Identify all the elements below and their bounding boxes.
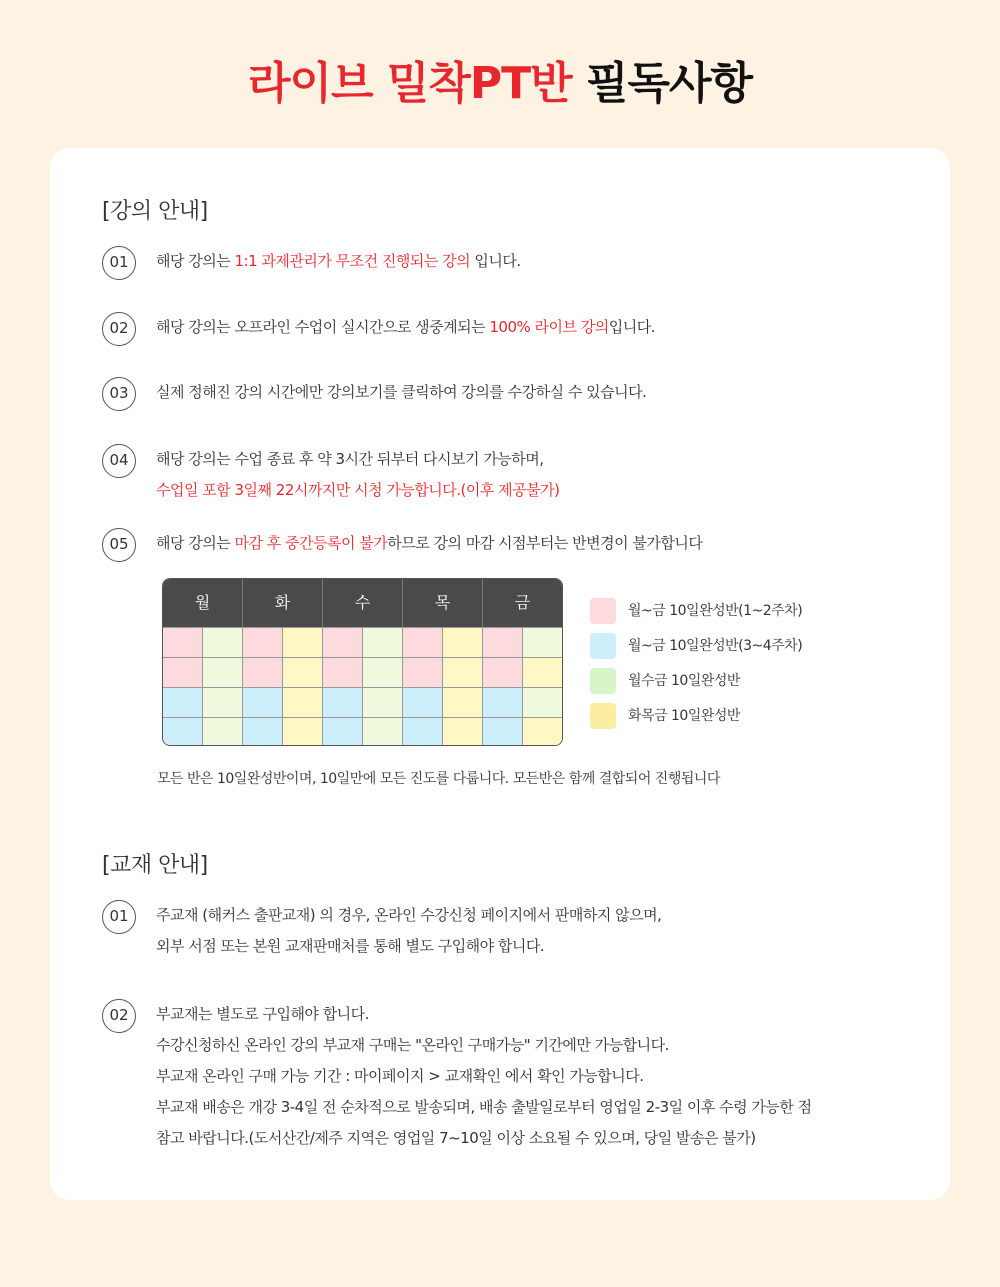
highlight-text: 마감 후 중간등록이 불가 [234, 534, 388, 552]
schedule-cell-green [203, 628, 243, 657]
legend-swatch [590, 633, 616, 659]
legend-item [590, 633, 850, 659]
schedule-row [163, 657, 562, 687]
schedule-cell-yellow [443, 688, 483, 717]
schedule-cell-green [203, 658, 243, 687]
item-text: 해당 강의는 1:1 과제관리가 무조건 진행되는 강의 입니다. [156, 252, 521, 270]
schedule-cell-green [203, 688, 243, 717]
schedule-cell-pink [403, 658, 443, 687]
schedule-cell-blue [163, 688, 203, 717]
schedule-cell-yellow [443, 718, 483, 746]
schedule-header [163, 579, 562, 627]
item-number: 01 [102, 246, 136, 280]
lecture-section-heading: [강의 안내] [102, 199, 208, 224]
schedule-row [163, 717, 562, 746]
schedule-cell-yellow [523, 718, 562, 746]
item-number: 02 [102, 999, 136, 1033]
schedule-body [163, 627, 562, 746]
schedule-table [162, 578, 563, 746]
day-mon: 월 [163, 579, 243, 627]
schedule-cell-green [523, 688, 562, 717]
title-highlight: 라이브 밀착PT반 [248, 58, 572, 109]
schedule-cell-green [523, 628, 562, 657]
title-main: 필독사항 [585, 58, 752, 109]
schedule-cell-pink [483, 628, 523, 657]
schedule-cell-green [203, 718, 243, 746]
schedule-cell-pink [483, 658, 523, 687]
highlight-text: 수업일 포함 3일째 22시까지만 시청 가능합니다.(이후 제공불가) [156, 481, 560, 499]
schedule-row [163, 687, 562, 717]
lecture-item-04 [102, 444, 922, 510]
item-number: 04 [102, 444, 136, 478]
textbook-item-02 [102, 999, 922, 1159]
lecture-item-01 [102, 246, 922, 280]
item-number: 05 [102, 528, 136, 562]
schedule-cell-blue [243, 688, 283, 717]
day-wed: 수 [323, 579, 403, 627]
item-text: 주교재 (해커스 출판교재) 의 경우, 온라인 수강신청 페이지에서 판매하지 않으며, 외부 서점 또는 본원 교재판매처를 통해 별도 구입해야 합니다. [156, 906, 662, 955]
legend-label: 월~금 10일완성반(3~4주차) [628, 638, 803, 654]
schedule-cell-yellow [443, 658, 483, 687]
item-text: 실제 정해진 강의 시간에만 강의보기를 클릭하여 강의를 수강하실 수 있습니다. [156, 383, 647, 401]
legend-swatch [590, 703, 616, 729]
legend-item [590, 703, 850, 729]
schedule-note: 모든 반은 10일완성반이며, 10일만에 모든 진도를 다룹니다. 모든반은 함께 결합되어 진행됩니다 [157, 771, 720, 787]
legend-swatch [590, 598, 616, 624]
schedule-cell-yellow [523, 658, 562, 687]
item-text: 해당 강의는 오프라인 수업이 실시간으로 생중계되는 100% 라이브 강의입니다. [156, 318, 656, 336]
day-tue: 화 [243, 579, 323, 627]
schedule-cell-pink [243, 628, 283, 657]
item-text: 부교재는 별도로 구입해야 합니다. 수강신청하신 온라인 강의 부교재 구매는 "온라인 구매가능" 기간에만 가능합니다. 부교재 온라인 구매 가능 기간 : 마이페이지 > 교재확인 에서 확인 가능합니다. 부교재 배송은 개강 3-4일 전 순차적으로 발송되며, 배송 출발일로부터 영업일 2-3일 이후 수령 가능한 점 참고 바랍니다.(도서산간/제주 지역은 영업일 7~10일 이상 소요될 수 있으며, 당일 발송은 불가) [156, 1005, 812, 1147]
lecture-item-02 [102, 312, 922, 346]
item-number: 03 [102, 377, 136, 411]
schedule-cell-yellow [283, 688, 323, 717]
legend-label: 월수금 10일완성반 [628, 673, 740, 689]
lecture-item-05 [102, 528, 922, 562]
lecture-item-03 [102, 377, 922, 411]
schedule-cell-blue [403, 688, 443, 717]
schedule-cell-green [363, 718, 403, 746]
schedule-cell-blue [323, 688, 363, 717]
legend-label: 화목금 10일완성반 [628, 708, 740, 724]
day-fri: 금 [514, 593, 531, 612]
schedule-cell-blue [323, 718, 363, 746]
page-title [0, 52, 1000, 116]
schedule-cell-pink [323, 658, 363, 687]
schedule-cell-blue [483, 688, 523, 717]
schedule-cell-green [363, 628, 403, 657]
schedule-cell-blue [163, 718, 203, 746]
info-card [50, 148, 950, 1200]
textbook-item-01 [102, 900, 922, 966]
schedule-cell-green [363, 658, 403, 687]
schedule-cell-yellow [443, 628, 483, 657]
item-text: 해당 강의는 마감 후 중간등록이 불가하므로 강의 마감 시점부터는 반변경이 불가합니다 [156, 534, 703, 552]
item-number: 02 [102, 312, 136, 346]
schedule-cell-blue [243, 718, 283, 746]
schedule-cell-pink [163, 658, 203, 687]
textbook-section-heading: [교재 안내] [102, 853, 208, 878]
schedule-cell-blue [483, 718, 523, 746]
schedule-cell-yellow [283, 658, 323, 687]
item-text: 해당 강의는 수업 종료 후 약 3시간 뒤부터 다시보기 가능하며, 수업일 포함 3일째 22시까지만 시청 가능합니다.(이후 제공불가) [156, 444, 926, 506]
legend-item [590, 598, 850, 624]
schedule-cell-pink [163, 628, 203, 657]
highlight-text: 1:1 과제관리가 무조건 진행되는 강의 [234, 252, 471, 270]
schedule-cell-pink [323, 628, 363, 657]
schedule-cell-blue [403, 718, 443, 746]
schedule-cell-pink [403, 628, 443, 657]
highlight-text: 100% 라이브 강의 [489, 318, 609, 336]
schedule-cell-green [363, 688, 403, 717]
day-thu: 목 [403, 579, 483, 627]
item-number: 01 [102, 900, 136, 934]
schedule-row [163, 627, 562, 657]
schedule-cell-pink [243, 658, 283, 687]
schedule-cell-yellow [283, 718, 323, 746]
schedule-cell-yellow [283, 628, 323, 657]
legend-label: 월~금 10일완성반(1~2주차) [628, 603, 803, 619]
legend-swatch [590, 668, 616, 694]
legend-item [590, 668, 850, 694]
